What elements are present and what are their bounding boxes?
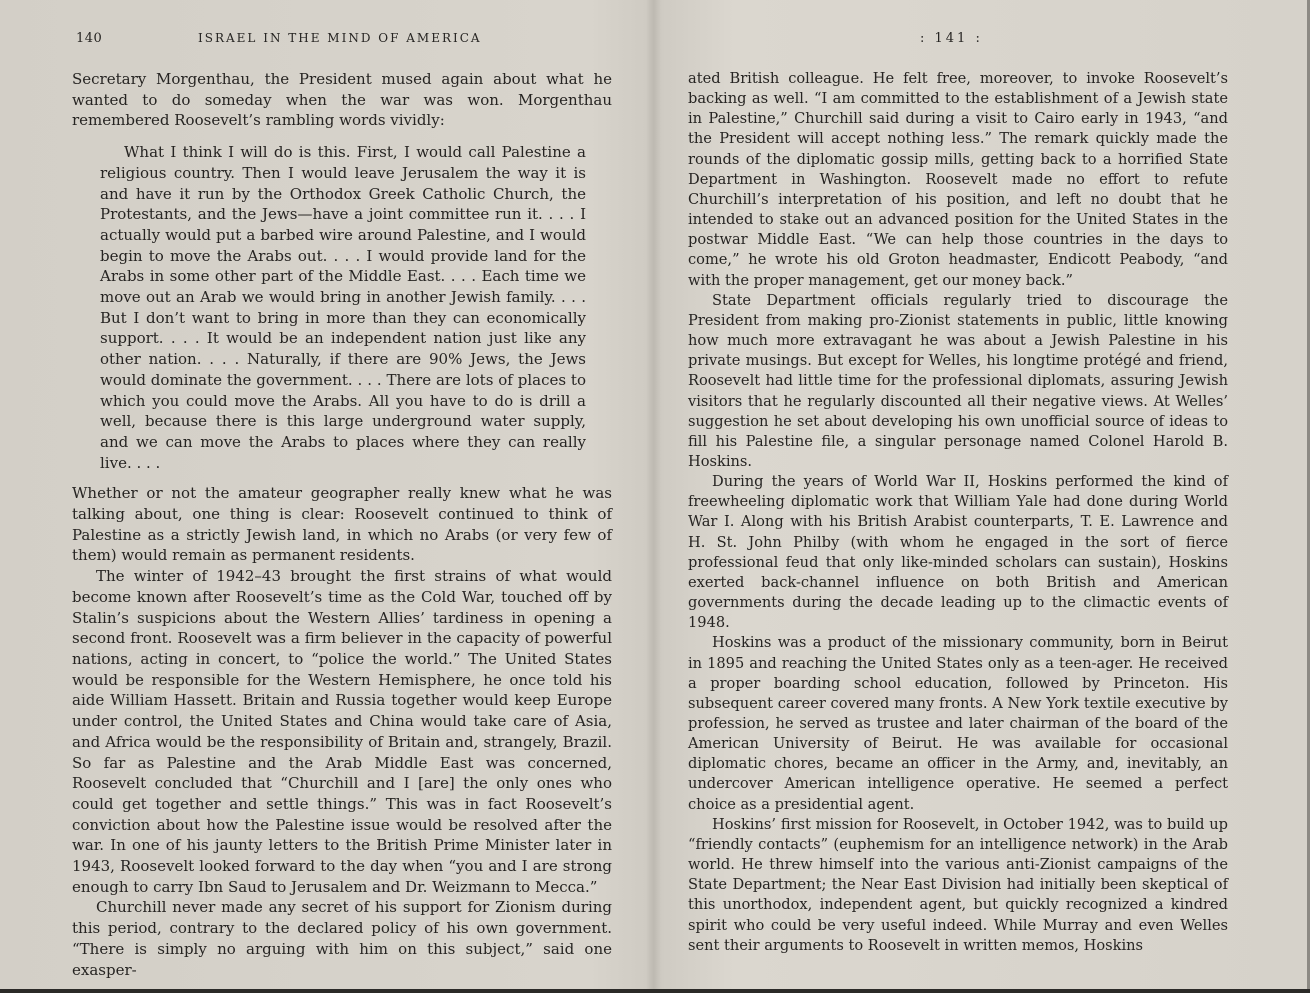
paragraph: Hoskins’ first mission for Roosevelt, in October 1942, was to build up “friendly contacts” (euphemism for an intelligence network) in the Arab world. He threw himself into the various anti-Zionist campaigns of the State Department; the Near East Division had initially been skeptical of this unorthodox, independent agent, but quickly recognized a kindred spirit who could be very useful indeed. While Murray and even Welles sent their arguments to Roosevelt in written memos, Hoskins	[688, 815, 1228, 954]
paragraph: During the years of World War II, Hoskins performed the kind of freewheeling diplomatic work that William Yale had done during World War I. Along with his British Arabist counterparts, T. E. Lawrence and H. St. John Philby (with whom he engaged in the sort of fierce professional feud that only like-minded scholars can sustain), Hoskins exerted back-channel influence on both British and American governments during the decade leading up to the climactic events of 1948.	[688, 473, 1228, 632]
paragraph: ated British colleague. He felt free, moreover, to invoke Roosevelt’s backing as well. “I am committed to the establishment of a Jewish state in Palestine,” Churchill said during a visit to Cairo early in 1943, “and the President will accept nothing less.” The remark quickly made the rounds of the diplomatic gossip mills, getting back to a horrified State Department in Washington. Roosevelt made no effort to refute Churchill’s interpretation of his position, and left no doubt that he intended to stake out an advanced position for the United States in the postwar Middle East. “We can help those countries in the days to come,” he wrote his old Groton headmaster, Endicott Peabody, “and with the proper management, get our money back.”	[688, 70, 1228, 289]
paragraph: State Department officials regularly tried to discourage the President from making pro-Zionist statements in public, little knowing how much more extravagant he was about a Jewish Palestine in his private musings. But except for Welles, his longtime protégé and friend, Roosevelt had little time for the professional diplomats, assuring Jewish visitors that he regularly discounted all their negative views. At Welles’ suggestion he set about developing his own unofficial source of ideas to fill his Palestine file, a singular personage named Colonel Harold B. Hoskins.	[688, 291, 1228, 470]
page-number: 140	[76, 31, 103, 46]
left-running-head	[72, 31, 612, 49]
page-edge	[0, 989, 1310, 993]
paragraph: Churchill never made any secret of his support for Zionism during this period, contrary to the declared policy of his own government. “There is simply no arguing with him on this subject,” said one exasper-	[72, 898, 612, 979]
left-page	[72, 0, 612, 990]
paragraph: Whether or not the amateur geographer really knew what he was talking about, one thing is clear: Roosevelt continued to think of Palestine as a strictly Jewish land, in which no Arabs (or very few of them) would remain as permanent residents.	[72, 484, 612, 565]
paragraph: Secretary Morgenthau, the President mused again about what he wanted to do someday when the war was won. Morgenthau remembered Roosevelt’s rambling words vividly:	[72, 70, 612, 130]
page-number: : 141 :	[920, 31, 983, 46]
right-body-text	[688, 69, 1228, 956]
running-head-title: ISRAEL IN THE MIND OF AMERICA	[198, 31, 482, 45]
right-running-head	[688, 31, 1228, 49]
paragraph: The winter of 1942–43 brought the first strains of what would become known after Roosevelt’s time as the Cold War, touched off by Stalin’s suspicions about the Western Allies’ tardiness in opening a second front. Roosevelt was a firm believer in the capacity of powerful nations, acting in concert, to “police the world.” The United States would be responsible for the Western Hemisphere, he once told his aide William Hassett. Britain and Russia together would keep Europe under control, the United States and China would take care of Asia, and Africa would be the responsibility of Britain and, strangely, Brazil. So far as Palestine and the Arab Middle East was concerned, Roosevelt concluded that “Churchill and I [are] the only ones who could get together and settle things.” This was in fact Roosevelt’s conviction about how the Palestine issue would be resolved after the war. In one of his jaunty letters to the British Prime Minister later in 1943, Roosevelt looked forward to the day when “you and I are strong enough to carry Ibn Saud to Jerusalem and Dr. Weizmann to Mecca.”	[72, 567, 612, 896]
block-quote: What I think I will do is this. First, I would call Palestine a religious country. Then I would leave Jerusalem the way it is and have it run by the Orthodox Greek Catholic Church, the Protestants, and the Jews—have a joint committee run it. . . . I actually would put a barbed wire around Palestine, and I would begin to move the Arabs out. . . . I would provide land for the Arabs in some other part of the Middle East. . . . Each time we move out an Arab we would bring in another Jewish family. . . . But I don’t want to bring in more than they can economically support. . . . It would be an independent nation just like any other nation. . . . Naturally, if there are 90% Jews, the Jews would dominate the government. . . . There are lots of places to which you could move the Arabs. All you have to do is drill a well, because there is this large underground water supply, and we can move the Arabs to places where they can really live. . . .	[100, 143, 586, 472]
left-body-text	[72, 69, 612, 980]
paragraph: Hoskins was a product of the missionary community, born in Beirut in 1895 and reaching the United States only as a teen-ager. He received a proper boarding school education, followed by Princeton. His subsequent career covered many fronts. A New York textile executive by profession, he served as trustee and later chairman of the board of the American University of Beirut. He was available for occasional diplomatic chores, became an officer in the Army, and, inevitably, an undercover American intelligence operative. He seemed a perfect choice as a presidential agent.	[688, 634, 1228, 813]
right-page	[688, 0, 1228, 990]
